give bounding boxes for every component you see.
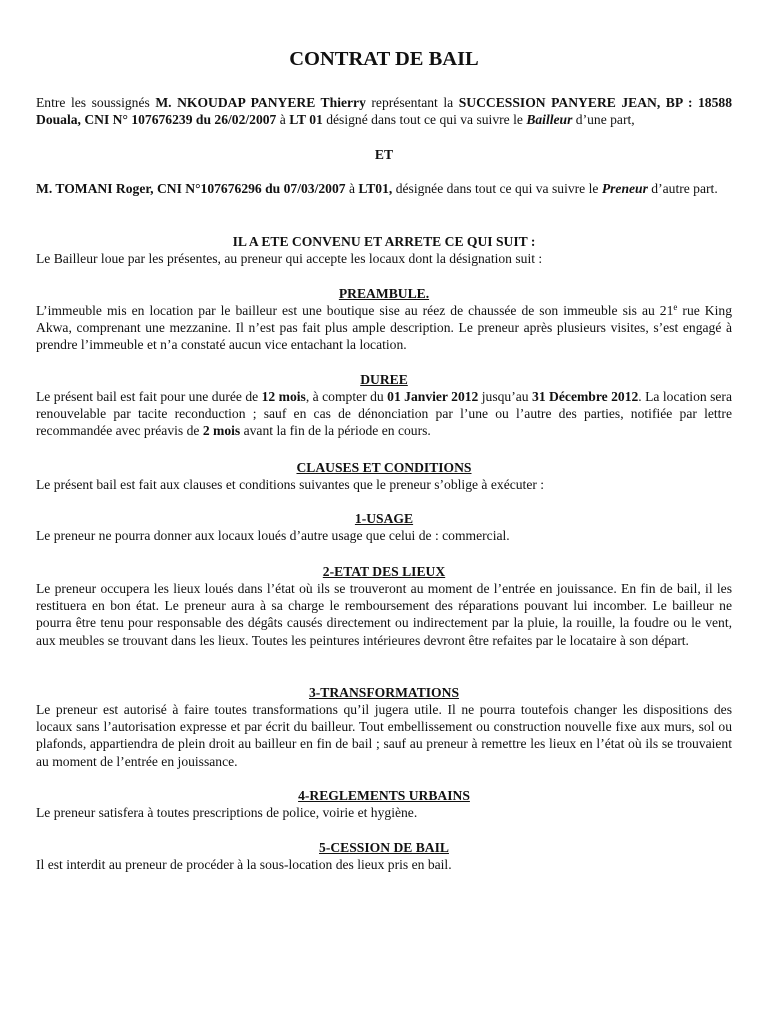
- paragraph: Le preneur est autorisé à faire toutes transformations qu’il jugera utile. Il ne pourra toutefois changer les dispositions des locaux sans l’autorisation expresse et par écrit du bailleur. Tout embellissement ou construction nouvelle fixe aux murs, sol ou plafonds, appartiendra de plein droit au bailleur en fin de bail ; sauf au preneur à remettre les lieux en l’état où ils se trouvaient au moment de l’entrée en jouissance.: [36, 702, 732, 769]
- clauses-text: [36, 476, 732, 493]
- text-run: . La location sera renouvelable par tacite reconduction ; sauf en cas de dénonciation par l’une ou l’autre des parties, notifiée par lettre recommandée avec préavis de: [36, 389, 732, 439]
- paragraph: Le preneur satisfera à toutes prescriptions de police, voirie et hygiène.: [36, 805, 418, 820]
- notice-period: 2 mois: [202, 423, 241, 439]
- etat-heading: 2-ETAT DES LIEUX: [322, 564, 446, 579]
- start-date: 01 Janvier 2012: [387, 389, 479, 404]
- paragraph: Le preneur occupera les lieux loués dans l’état où ils se trouveront au moment de l’entrée en jouissance. En fin de bail, il les restituera en bon état. Le preneur aura à sa charge le remboursement des réparations pouvant lui incomber. Le bailleur ne pourra être tenu pour responsable des dégâts causés directement ou indirectement par la pluie, la rouille, la foudre ou le vent, aux meubles se trouvant dans les lieux. Toutes les peintures intérieures devront être refaites par le locataire à son départ.: [36, 581, 732, 648]
- text-run: rue King Akwa, comprenant une mezzanine. Il n’est pas fait plus ample description. Le preneur après plusieurs visites, s’est engagé à prendre l’immeuble et n’a constaté aucun vice entachant la location.: [36, 303, 732, 353]
- cession-text: [36, 856, 732, 873]
- text-run: , à compter du: [305, 389, 388, 404]
- paragraph: Il est interdit au preneur de procéder à la sous-location des lieux pris en bail.: [36, 857, 452, 872]
- preneur-role: Preneur: [601, 181, 648, 196]
- preneur-lieu: LT01,: [358, 181, 393, 196]
- bailleur-lieu: LT 01: [289, 112, 323, 128]
- duree-text: [36, 388, 732, 440]
- text-run: jusqu’au: [478, 389, 533, 404]
- text-run: à: [276, 112, 290, 128]
- cession-heading: 5-CESSION DE BAIL: [319, 840, 449, 855]
- document-title: CONTRAT DE BAIL: [289, 48, 479, 70]
- reglements-text: [36, 804, 732, 821]
- text-run: d’une part,: [572, 112, 635, 128]
- convenu-text: [36, 250, 732, 267]
- text-run: d’autre part.: [647, 181, 718, 196]
- text-run: à: [345, 181, 359, 196]
- usage-heading: 1-USAGE: [354, 511, 414, 526]
- duration: 12 mois: [261, 389, 306, 404]
- text-run: désigné dans tout ce qui va suivre le: [322, 112, 527, 128]
- preambule-text: [36, 302, 732, 354]
- preneur-paragraph: [36, 180, 732, 197]
- end-date: 31 Décembre 2012: [532, 389, 639, 404]
- text-run: L’immeuble mis en location par le bailleur est une boutique sise au réez de chaussée de son immeuble sis au 21: [36, 303, 674, 318]
- succession-info: SUCCESSION PANYERE JEAN, BP : 18588 Douala, CNI N° 107676239 du 26/02/2007: [36, 95, 732, 128]
- clauses-heading: CLAUSES ET CONDITIONS: [296, 460, 472, 475]
- text-run: Entre les soussignés: [36, 95, 156, 110]
- paragraph: Le Bailleur loue par les présentes, au preneur qui accepte les locaux dont la désignation suit :: [36, 251, 543, 266]
- duree-heading: DUREE: [360, 372, 408, 387]
- reglements-heading: 4-REGLEMENTS URBAINS: [298, 788, 470, 803]
- bailleur-paragraph: [36, 94, 732, 128]
- bailleur-name: M. NKOUDAP PANYERE Thierry: [155, 95, 366, 110]
- text-run: avant la fin de la période en cours.: [240, 423, 431, 439]
- convenu-heading: IL A ETE CONVENU ET ARRETE CE QUI SUIT :: [232, 234, 536, 249]
- etat-text: [36, 580, 732, 649]
- superscript: e: [673, 302, 678, 312]
- preneur-name: M. TOMANI Roger, CNI N°107676296 du 07/03/2007: [36, 181, 346, 196]
- usage-text: [36, 527, 732, 544]
- text-run: Le présent bail est fait pour une durée de: [36, 389, 262, 404]
- preambule-heading: PREAMBULE.: [338, 286, 430, 301]
- bailleur-role: Bailleur: [526, 112, 573, 128]
- text-run: représentant la: [365, 95, 459, 110]
- text-run: désignée dans tout ce qui va suivre le: [392, 181, 602, 196]
- paragraph: Le preneur ne pourra donner aux locaux loués d’autre usage que celui de : commercial.: [36, 528, 510, 543]
- paragraph: Le présent bail est fait aux clauses et conditions suivantes que le preneur s’oblige à exécuter :: [36, 477, 545, 492]
- transformations-heading: 3-TRANSFORMATIONS: [308, 685, 460, 700]
- transformations-text: [36, 701, 732, 770]
- et-separator: ET: [374, 147, 394, 162]
